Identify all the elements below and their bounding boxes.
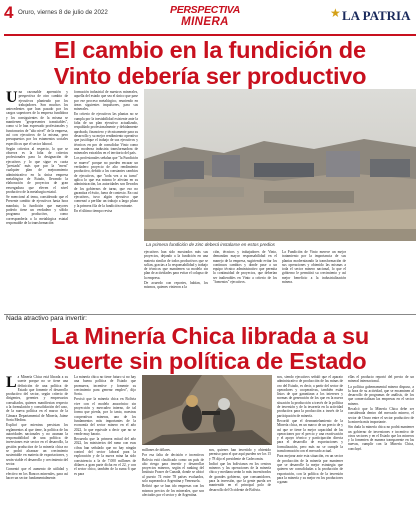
headline-2-line-2: suerte sin política de Estado (53, 348, 367, 374)
paragraph: En el último tiempo revisa (74, 209, 113, 214)
paragraph: Explicó que mientras persistan los reglamentos al que tiene, la política de las autoridades nacionales y no asuman la responsabilidad de una política de inversiones este sector en el desarrollo, la gestión productiva de la minería chica no se podrá alcanzar un crecimiento sustentable en materia de exportaciones, y serán viable el desarrollo y crecimiento del sector. (6, 423, 68, 466)
article-2-column-4 (209, 448, 271, 518)
paragraph: ellas el producto reportó del precio de un mineral internacional. (348, 375, 414, 384)
article-2-column-1 (6, 375, 68, 518)
paragraph: Precisó que la minería chica en Bolivia vive con el modelo anacrónico sin proyección y mercadeo interno, de tal forma que pierda, por lo tanto, nuestras cooperativas mineras, uno de los fundamentos más importantes de la economía del sector minero en el año 2022, lo que equivale a decir que no se vende muy barato. (74, 397, 136, 436)
newspaper-logo (330, 7, 418, 23)
paragraph: Se mencionó al tema, considerado que el Presente cambio de ejecutivos hasta hora mandato, la fundición que mayores poderío tiene un verdadero y sólido programa productivo, como correspondería a la metalúrgica estatal responsable de la transformación (6, 195, 68, 225)
smelter-photo (144, 89, 416, 241)
paragraph: La minería chica no tiene futuro si no hay una buena política de Estado que promueva, incentive y fomente su crecimiento para generar empleo", dijo Soria. (74, 375, 136, 397)
dateline: Oruro, viernes 8 de julio de 2022 (18, 9, 108, 16)
headline-1-line-1: El cambio en la fundición de (54, 37, 366, 63)
section-logo (166, 4, 244, 32)
paragraph: Sin duda la minería chica no podrá mantener un gobierno de inversiones e incentivo de otros sectores y en el Estado que los mineros y la fomenten de manera transparente en las nuevas, cumplir con la Minería Chica, concluyó. (348, 425, 414, 451)
headline-1-line-2: Vinto debería ser productivo (53, 63, 367, 89)
section-logo-bottom: MINERA (181, 16, 229, 28)
kicker: Nada atractivo para invertir: (6, 315, 87, 322)
drop-cap: L (6, 375, 17, 391)
paragraph: Recordó que el desmantelamiento de la Minería chica, en un marco de un precio de y así que se tiene la mejor capacidad de las operaciones por el precio y una reactivación y el apoyo técnico y participación directa para el desarrollo de exportaciones y formalización, pero más no se cumple la transformación con el mercado actual. (277, 418, 343, 454)
paragraph: formación industrial de nuestros minerales, aquella del estado que sea el único que pase por ese proceso metalúrgico, reuniendo en áreas siguientes impulsores, para sus minerales. (74, 90, 138, 112)
article-1-column-3 (144, 250, 208, 312)
paragraph: ejecutivos han sido mostrados más sus proyectos, dejando a la fundición en una materia similar de todos productivos que se solían, gracias a la responsabilidad y trabajo de técnicos que mantienen su modelo sin plan de actividades para evitar el colapso de la empresa. (144, 250, 208, 280)
page-header (0, 0, 420, 36)
paragraph: En criterio de ejecutivos las plantas no se cumpla por la inestabilidad existente ante la falta de un plan ejecutivo actualizado, respaldado profesionalmente y debidamente aprobado, financiero y técnicamente para su desarrollo y su mejor rendimiento operativo que justifique el trabajo de sus ejecutivos y técnicos en pro de consolidar Vinto como una moderna industria transformadora de minerales extraídos en el territorio del país. (74, 112, 138, 156)
article-1-column-4 (213, 250, 277, 312)
headline-1 (4, 37, 416, 89)
drop-cap: U (6, 90, 18, 106)
paragraph: Recalcó que la Minería Chica debe ser considerada dentro del mercado minero, el sector de Oruro entre el sector productivo de la minería más importante. (348, 407, 414, 424)
paragraph: Según criterios al respecto, lo que se observa es la falta de criterios profesionales para la designación de ejecutivos y lo que sigue es cuota "prestada" más que por la "mera" cualquier plan de mejoramiento administrativo en la única empresa metalúrgica de Estado, llevando la elaboración de proyectos de gran envergadura que eleven el nivel productivo de la metalurgia estatal. (6, 146, 68, 194)
paragraph: Para mejorar ante esta situación, en un sector de producción de la minería por mantener que se desarrolle la mejor estrategia que quieren ser consolidadas a la producción de exportación, con la política de la inversión para la minería y su mejor en los productores a ganar. (277, 454, 343, 485)
headline-2 (4, 324, 416, 374)
section-logo-top: PERSPECTIVA (169, 4, 241, 16)
paragraph: a Minería Chica está librada a su suerte porque no se tiene una definición de una política de Estado que fomente el desarrollo productivo del sector, según criterio de dirigentes, gerentes y empresarios consultados, quienes manifiestan respecto a la formulación y consolidación del caso, de la nueva política en el marco de la Cámara Departamental de Minería, Jaime Soria Medina. (6, 375, 68, 422)
article-1-column-1 (6, 90, 68, 310)
paragraph: Recuerda que la primera mitad del año 2022, los ministerios del ramo con esas cifras han señalado que no hay ningún control del sector laboral para la exploración y de la nueva mina ha sido consistencia a la de 7.000 millones de dólares a gran parte dicha en el 22, y con el sector chico, también de la suma 6 que es para (74, 437, 136, 476)
decorative-block (350, 250, 416, 310)
paragraph: na razonable aprensión y perspectiva de otro cambio de ejecutivos planteado por los trabajadores. Son muchos los antecedentes que han pasado por los cargos superiores de la empresa fundidora y los consiguientes de la misma se mantienen "geopresentes transitables", como si le han expresado profesionales y funcionarios de "alto nivel" de la empresa, así con ejecutivos de la misma, pero presupuestos por los estamentos sociales específicos que el sector laboral. (6, 90, 68, 146)
paragraph: nos, quienes han invertido y obtenido permiso para el que aquí pueden ser los 15 y 78 dijo el presidente de Cadecomin. (209, 448, 271, 461)
newspaper-name: LA PATRIA (342, 8, 411, 23)
paragraph: La política gubernamental minera dispuso, a la hora de su actividad, que se encaminen al desarrollo de programas de análisis, de los que comercializan las empresas en el sector minero. (348, 384, 414, 406)
logo-star-icon: ★ (330, 6, 341, 20)
header-rule (4, 34, 416, 36)
headline-2-line-1: La Minería Chica librada a su (50, 323, 370, 349)
article-1-column-5 (282, 250, 346, 312)
article-2-column-5 (277, 375, 343, 518)
paragraph: Indicó que los bolivianos en los centros mineros y las operaciones de la minería chica y mediana serán lo más incentivados de grandes gobierno, que consumidores, para la inversión, que la gente pueda ser mantenido en el principal polo de desarrollo del Occidente de Bolivia. (209, 461, 271, 492)
paragraph: De acuerdo con reportes, habían, los mismos, quienes vinieron a la (144, 281, 208, 290)
paragraph: ción, técnicos y trabajadores de Vinto, demandan mayor responsabilidad en el manejo de la empresa, sugiriendo evitar los continuos cambios y donde pase a un equipo técnico administrativo que permita la continuidad de proyectos, que deberían ser inalterables en Vinto a criterio de los "fomentos" ejecutivos. (213, 250, 277, 285)
paragraph: Refirió que se han ido empresas con los mismos precios de los minerales, que son afectados por el sector y de Argentina. (142, 484, 204, 497)
paragraph: Los profesionales señalan que "la Fundición se mueve" porque no pueden encarar un verdadero proyecto de alto rendimiento productivo, debido a los constantes cambios de ejecutivos, que "toda vez a su turno" aplica lo que esa misma le afectan en su administración, las autoridades son llevados de los gobiernos de turno, que eso no garantiza el éxito, fuera de contexto. En casi ejecutivos, tuvo algún ejecutivo que comenzó a perfilar un trabajo a largo plazo y la primera fila de la fundición entrante. (74, 156, 138, 208)
article-1-column-2 (74, 90, 138, 310)
paragraph: Comentó que el aumento de utilidad y efectivo en los Bancos minerales, para así hacer un sector fundamentalmente. (6, 467, 68, 480)
photo-caption: La primera fundición de zinc deberá instalarse en estos predios (146, 242, 275, 247)
page-number: 4 (4, 3, 14, 22)
article-2-column-3 (142, 448, 204, 518)
paragraph: nos, siendo ejecutivos señaló que el aparato administrativo de producción de las minas de oro del Estado, es decir, a partir del sector de operadores y cooperativas, también están listos de que garantizan a los intereses y normas de generación de los que en la nueva situación la producción a través de la política de inversión y de la tesorería en la actividad productiva para la producción a través de la participación de minería. (277, 375, 343, 418)
article-2-column-2 (74, 375, 136, 518)
paragraph: La Fundición de Vinto merece un mejor tratamiento por la importancia de sus plantas modernizando la transformación de sus operaciones y obtenido las mismas a toda el sector minero nacional, lo que el gobierno le permitirá su crecimiento y así mejor beneficio a la industrialización minera. (282, 250, 346, 285)
article-2-column-6 (348, 375, 414, 518)
miners-photo (142, 375, 272, 445)
paragraph: Por esa falta de decisión e incentivos Bolivia está clasificado como un país de alto riesgo para invertir y desarrollar proyectos mineros, según el ranking del Instituto Fraser de Canadá, donde se ubicó al puesto 74 entre 78 países evaluados, solo superando a Argentina y Venezuela. (142, 453, 204, 484)
paragraph: millones de dólares. (142, 448, 171, 452)
